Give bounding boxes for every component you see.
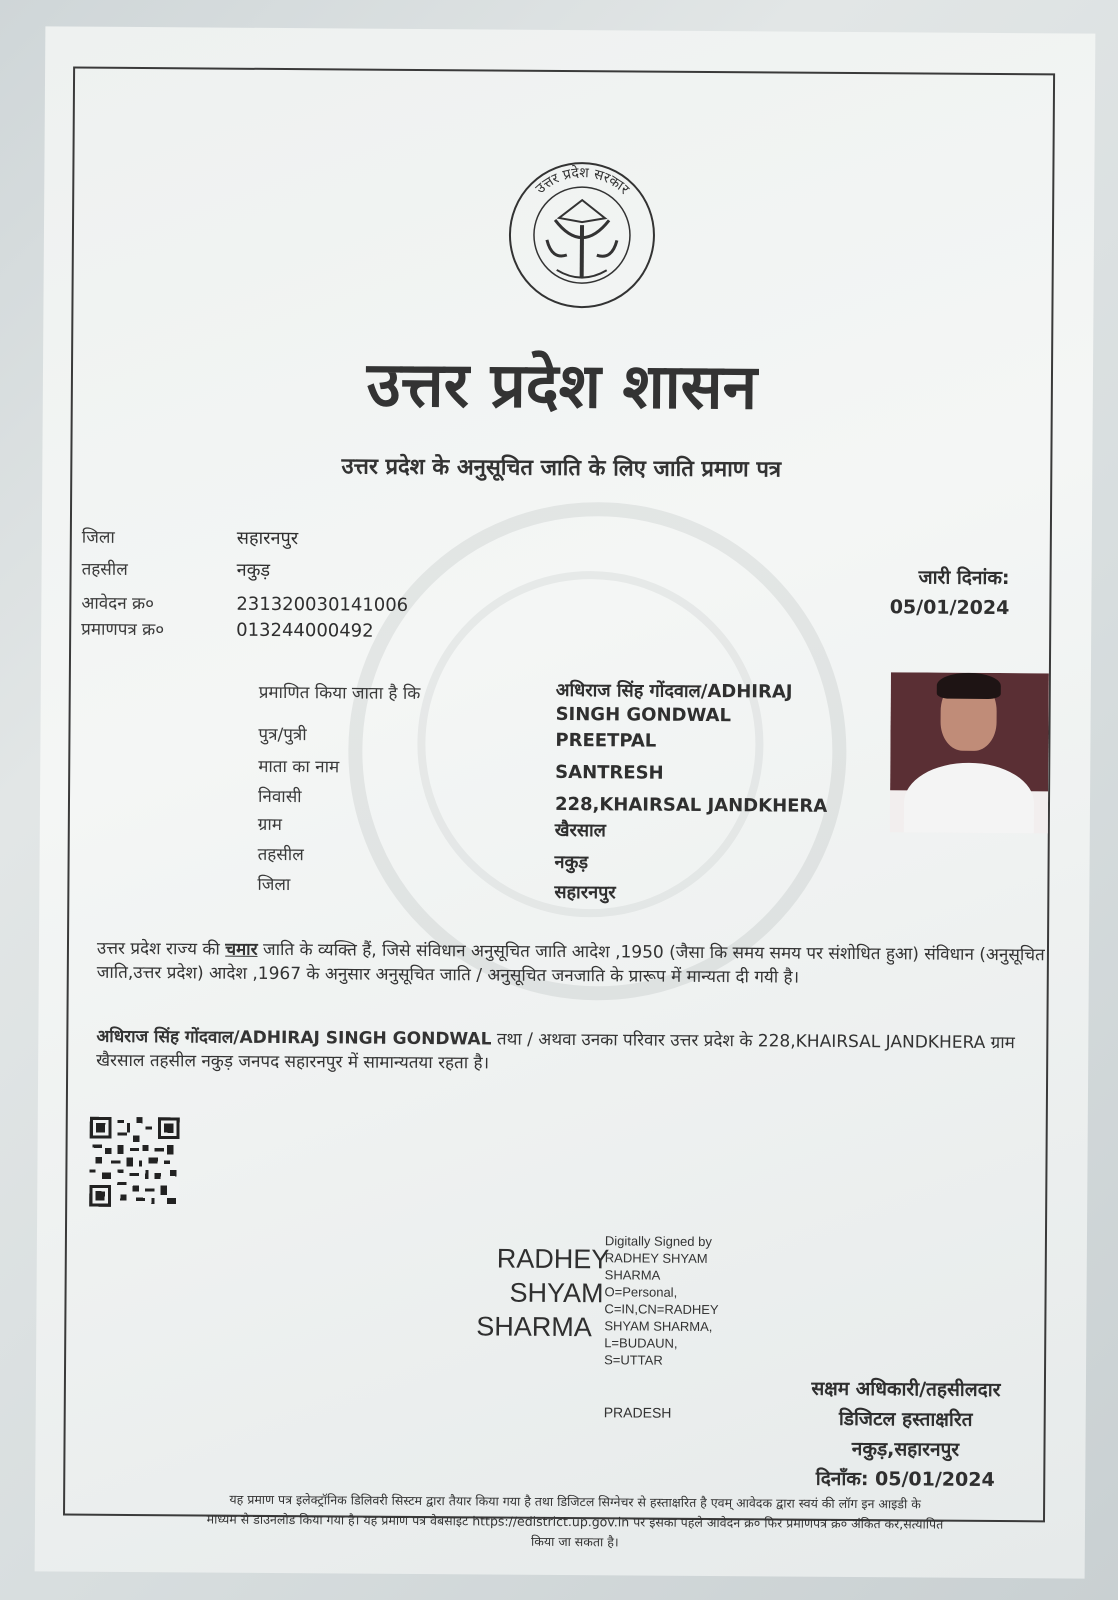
certificate-page: [35, 26, 1096, 1578]
person-tehsil-value: नकुड़: [554, 851, 589, 874]
signature-name-line2: SHYAM: [509, 1277, 604, 1309]
person-district-value: सहारनपुर: [554, 881, 616, 904]
certificate-no-label: प्रमाणपत्र क्र०: [81, 619, 165, 641]
resident-value: 228,KHAIRSAL JANDKHERA: [554, 793, 828, 817]
tehsil-label: तहसील: [81, 559, 128, 580]
signature-name-line3: SHARMA: [476, 1311, 592, 1343]
district-value: सहारनपुर: [236, 527, 299, 550]
person-district-label: जिला: [257, 874, 291, 896]
son-of-label: पुत्र/पुत्री: [258, 724, 307, 746]
issue-date-value: 05/01/2024: [889, 596, 1010, 620]
tehsil-value: नकुड़: [236, 559, 271, 581]
up-emblem-icon: [506, 160, 657, 311]
person-tehsil-label: तहसील: [257, 844, 304, 866]
village-label: ग्राम: [257, 814, 283, 836]
officer-date: दिनाँक: 05/01/2024: [815, 1467, 995, 1492]
applicant-full-name: अधिराज सिंह गोंदवाल/ADHIRAJ SINGH GONDWAL: [96, 1026, 492, 1050]
svg-text:उत्तर प्रदेश सरकार: उत्तर प्रदेश सरकार: [532, 164, 632, 198]
officer-digital-signed: डिजिटल हस्ताक्षरित: [838, 1407, 973, 1431]
district-label: जिला: [81, 527, 115, 548]
applicant-photo: [890, 672, 1049, 833]
signature-name-line1: RADHEY: [496, 1243, 610, 1275]
village-value: खैरसाल: [554, 819, 607, 842]
applicant-name-line1: अधिराज सिंह गोंदवाल/ADHIRAJ: [555, 679, 793, 703]
mother-name-label: माता का नाम: [258, 756, 340, 778]
digital-signature-details: Digitally Signed by RADHEY SHYAM SHARMA O=Personal, C=IN,CN=RADHEY SHYAM SHARMA, L=BUDAUN, S=UTTAR: [604, 1233, 719, 1368]
page-title: उत्तर प्रदेश शासन: [366, 347, 758, 424]
caste-declaration-paragraph: उत्तर प्रदेश राज्य की चमार जाति के व्यक्ति हैं, जिसे संविधान अनुसूचित जाति आदेश ,1950 (जैसा कि समय समय पर संशोधित हुआ) संविधान (अनुसूचित जाति,उत्तर प्रदेश) आदेश ,1967 के अनुसार अनुसूचित जाति / अनुसूचित जनजाति के प्रारूप में मान्यता दी गयी है।: [96, 938, 1045, 988]
residence-paragraph: अधिराज सिंह गोंदवाल/ADHIRAJ SINGH GONDWAL तथा / अथवा उनका परिवार उत्तर प्रदेश के 228,KHAIRSAL JANDKHERA ग्राम खैरसाल तहसील नकुड़ जनपद सहारनपुर में सामान्यतया रहता है।: [96, 1026, 1015, 1074]
verification-footer: यह प्रमाण पत्र इलेक्ट्रॉनिक डिलिवरी सिस्टम द्वारा तैयार किया गया है तथा डिजिटल सिग्नेचर से हस्ताक्षरित है एवम् आवेदक द्वारा स्वयं की लॉग इन आइडी के माध्यम से डाउनलोड किया गया है। यह प्रमाण पत्र वेबसाइट https://edistrict.up.gov.in पर इसका पहले आवेदन क्र० फिर प्रमाणपत्र क्र० अंकित कर,सत्यापित किया जा सकता है।: [206, 1491, 944, 1550]
father-name-value: PREETPAL: [555, 729, 657, 752]
issuing-officer-block: [755, 1373, 1056, 1495]
issue-date-label: जारी दिनांक:: [918, 566, 1010, 590]
application-no-label: आवेदन क्र०: [81, 593, 155, 615]
applicant-name-line2: SINGH GONDWAL: [555, 703, 732, 727]
officer-location: नकुड़,सहारनपुर: [851, 1438, 960, 1461]
signature-state: PRADESH: [603, 1404, 672, 1421]
issue-date-block: [890, 562, 1010, 623]
certificate-no-value: 013244000492: [236, 619, 374, 642]
certified-label: प्रमाणित किया जाता है कि: [258, 682, 421, 704]
resident-label: निवासी: [257, 786, 302, 808]
mother-name-value: SANTRESH: [555, 761, 664, 784]
certificate-subtitle: उत्तर प्रदेश के अनुसूचित जाति के लिए जाति प्रमाण पत्र: [341, 454, 782, 483]
officer-designation: सक्षम अधिकारी/तहसीलदार: [811, 1377, 1001, 1402]
qr-code-icon: [89, 1117, 180, 1208]
caste-name: चमार: [225, 939, 258, 960]
application-no-value: 231320030141006: [236, 593, 409, 616]
page-border: [63, 67, 1055, 1550]
